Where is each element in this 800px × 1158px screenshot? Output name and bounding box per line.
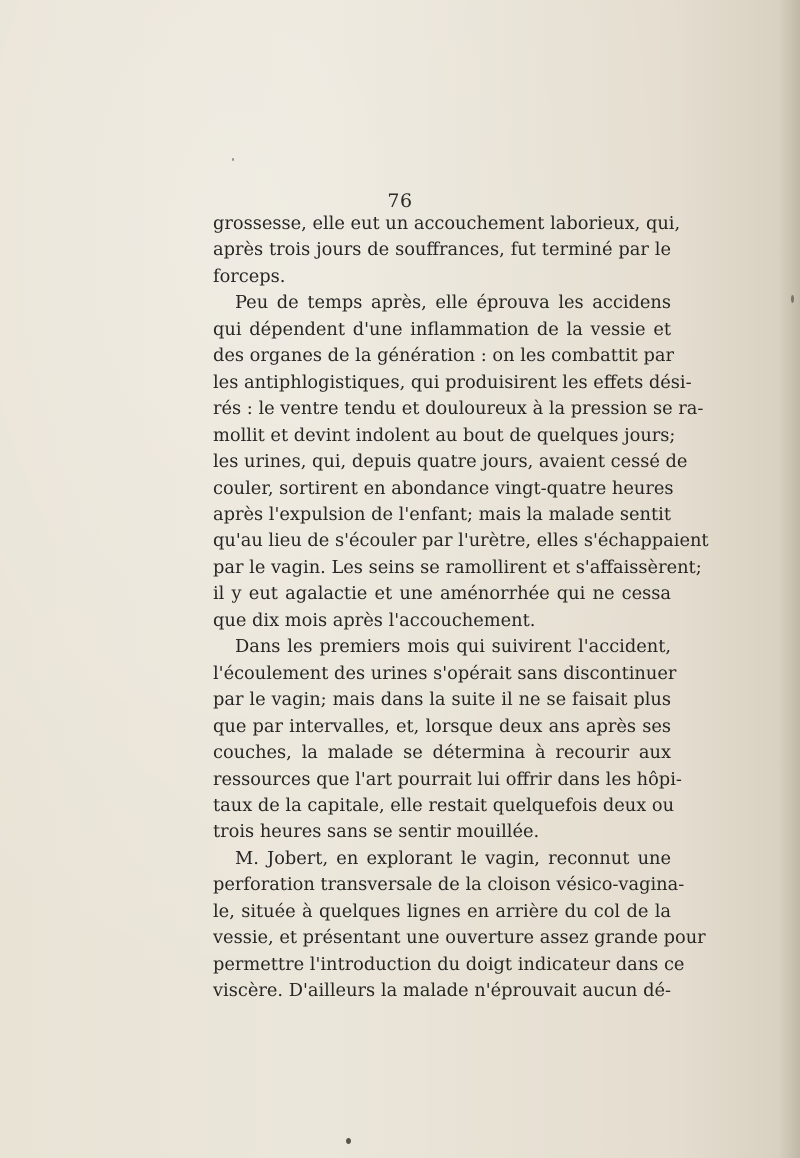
text-line: couches, la malade se détermina à recourir aux — [213, 742, 671, 764]
text-line: des organes de la génération : on les combattit par — [213, 345, 674, 367]
body-text — [213, 211, 709, 1005]
text-line: que par intervalles, et, lorsque deux ans après ses — [213, 715, 671, 737]
text-line: grossesse, elle eut un accouchement laborieux, qui, — [213, 213, 681, 234]
text-line: trois heures sans se sentir mouillée. — [213, 821, 540, 843]
text-line: Peu de temps après, elle éprouva les accidens — [235, 292, 671, 314]
text-line: il y eut agalactie et une aménorrhée qui ne cessa — [213, 583, 671, 605]
text-line: M. Jobert, en explorant le vagin, reconnut une — [235, 847, 671, 869]
paper-speck — [791, 295, 794, 303]
text-line: l'écoulement des urines s'opérait sans discontinuer — [213, 662, 677, 684]
text-line: qu'au lieu de s'écouler par l'urètre, elles s'échappaient — [213, 530, 709, 552]
text-line: les urines, qui, depuis quatre jours, avaient cessé de — [213, 451, 688, 473]
text-line: le, située à quelques lignes en arrière du col de la — [213, 900, 671, 922]
text-line: forceps. — [213, 265, 286, 287]
text-line: Dans les premiers mois qui suivirent l'accident, — [235, 636, 671, 658]
text-line: après l'expulsion de l'enfant; mais la malade sentit — [213, 503, 671, 525]
page-edge-shadow — [778, 0, 800, 1158]
text-line: perforation transversale de la cloison vésico-vagina- — [213, 874, 685, 896]
text-line: par le vagin; mais dans la suite il ne se faisait plus — [213, 689, 671, 711]
page-number: 76 — [387, 190, 413, 212]
text-line: les antiphlogistiques, qui produisirent les effets dési- — [213, 371, 692, 393]
text-line: vessie, et présentant une ouverture assez grande pour — [213, 927, 706, 949]
text-line: que dix mois après l'accouchement. — [213, 609, 536, 631]
text-line: couler, sortirent en abondance vingt-quatre heures — [213, 477, 674, 499]
paper-speck — [346, 1138, 351, 1144]
text-line: rés : le ventre tendu et douloureux à la pression se ra- — [213, 398, 704, 420]
paper-speck — [232, 158, 234, 161]
text-line: mollit et devint indolent au bout de quelques jours; — [213, 424, 676, 446]
text-line: ressources que l'art pourrait lui offrir dans les hôpi- — [213, 768, 682, 790]
text-line: qui dépendent d'une inflammation de la vessie et — [213, 318, 671, 340]
text-line: par le vagin. Les seins se ramollirent et s'affaissèrent; — [213, 556, 702, 578]
text-line: viscère. D'ailleurs la malade n'éprouvait aucun dé- — [213, 980, 671, 1002]
text-line: après trois jours de souffrances, fut terminé par le — [213, 239, 671, 261]
text-line: permettre l'introduction du doigt indicateur dans ce — [213, 953, 685, 975]
text-line: taux de la capitale, elle restait quelquefois deux ou — [213, 794, 675, 816]
